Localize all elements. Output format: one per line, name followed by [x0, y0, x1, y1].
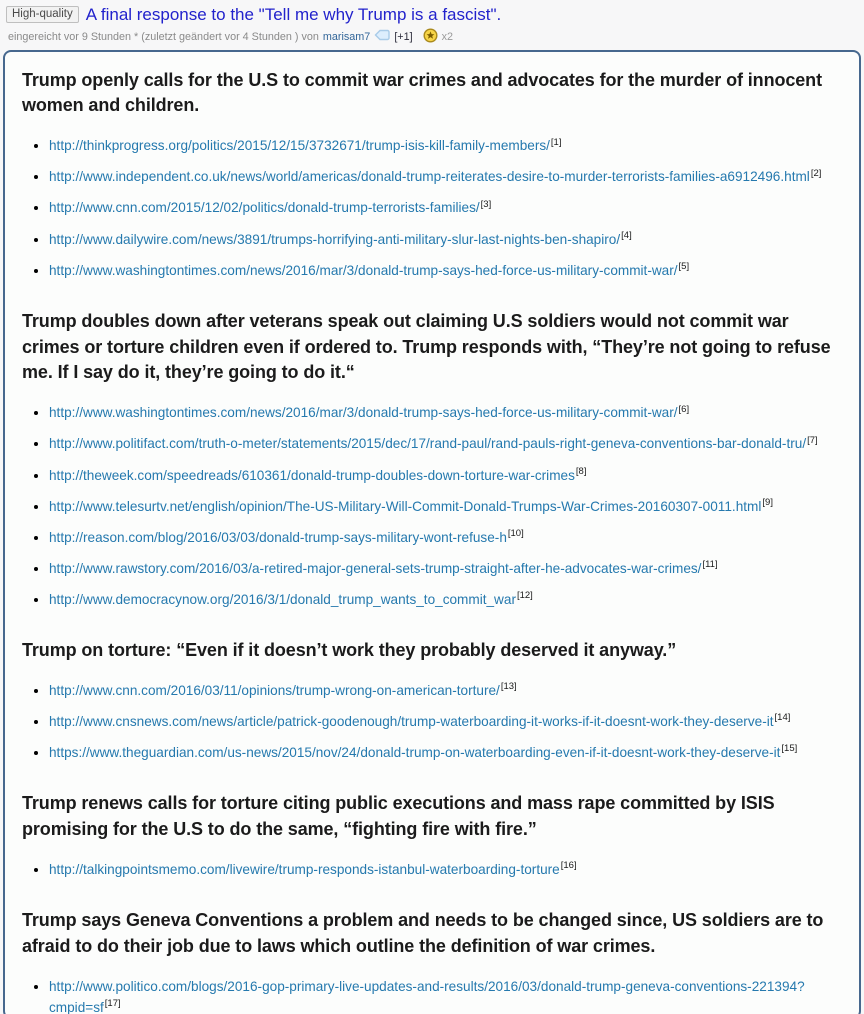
source-link[interactable]: http://thinkprogress.org/politics/2015/12/15/3732671/trump-isis-kill-family-members/ — [49, 138, 550, 154]
link-item — [49, 589, 842, 610]
link-item — [49, 465, 842, 486]
citation-ref: [11] — [702, 559, 718, 571]
link-item — [49, 166, 842, 187]
link-list — [22, 402, 842, 609]
source-link[interactable]: http://www.cnn.com/2016/03/11/opinions/trump-wrong-on-american-torture/ — [49, 682, 500, 698]
citation-ref: [15] — [781, 743, 798, 755]
link-list — [22, 859, 842, 880]
gold-medal-icon — [423, 28, 438, 46]
source-link[interactable]: http://reason.com/blog/2016/03/03/donald-trump-says-military-wont-refuse-h — [49, 529, 507, 545]
link-item — [49, 229, 842, 250]
tag-icon — [374, 29, 390, 44]
section-heading: Trump renews calls for torture citing public executions and mass rape committed by ISIS promising for the U.S to do the same, “fighting fire with fire.” — [22, 792, 775, 839]
submitted-text: eingereicht vor 9 Stunden * (zuletzt geändert vor 4 Stunden ) von — [8, 30, 319, 43]
citation-ref: [17] — [104, 998, 121, 1010]
link-item — [49, 558, 842, 579]
citation-ref: [14] — [774, 712, 791, 724]
link-item — [49, 197, 842, 218]
source-link[interactable]: http://theweek.com/speedreads/610361/donald-trump-doubles-down-torture-war-crimes — [49, 467, 575, 483]
source-link[interactable]: http://www.washingtontimes.com/news/2016/mar/3/donald-trump-says-hed-force-us-military-commit-war/ — [49, 262, 678, 278]
link-item — [49, 433, 842, 454]
citation-ref: [16] — [560, 860, 577, 872]
post-title-link[interactable]: A final response to the "Tell me why Trump is a fascist". — [85, 5, 502, 24]
citation-ref: [6] — [678, 403, 690, 415]
link-item — [49, 742, 842, 763]
citation-ref: [5] — [678, 261, 690, 273]
source-link[interactable]: http://www.democracynow.org/2016/3/1/donald_trump_wants_to_commit_war — [49, 591, 516, 607]
citation-ref: [4] — [621, 230, 632, 242]
link-item — [49, 402, 842, 423]
link-list — [22, 680, 842, 763]
flair-count-badge: [+1] — [394, 30, 413, 43]
citation-ref: [13] — [500, 681, 517, 693]
source-link[interactable]: http://www.politico.com/blogs/2016-gop-primary-live-updates-and-results/2016/03/donald-trump-geneva-conventions-221394?cmpid=sf — [49, 978, 805, 1014]
source-link[interactable]: http://www.rawstory.com/2016/03/a-retired-major-general-sets-trump-straight-after-he-advocates-war-crimes/ — [49, 560, 702, 576]
section-heading: Trump on torture: “Even if it doesn’t work they probably deserved it anyway.” — [22, 639, 677, 660]
source-link[interactable]: http://www.telesurtv.net/english/opinion/The-US-Military-Will-Commit-Donald-Trumps-War-Crimes-20160307-0011.html — [49, 498, 762, 514]
source-link[interactable]: http://www.washingtontimes.com/news/2016/mar/3/donald-trump-says-hed-force-us-military-commit-war/ — [49, 405, 678, 421]
source-link[interactable]: http://www.dailywire.com/news/3891/trumps-horrifying-anti-military-slur-last-nights-ben-shapiro/ — [49, 231, 621, 247]
section-heading: Trump says Geneva Conventions a problem and needs to be changed since, US soldiers are to afraid to do their job due to laws which outline the definition of war crimes. — [22, 909, 824, 956]
link-list — [22, 976, 842, 1014]
source-link[interactable]: http://www.politifact.com/truth-o-meter/statements/2015/dec/17/rand-paul/rand-pauls-right-geneva-conventions-bar-donald-tru/ — [49, 436, 807, 452]
tagline — [6, 28, 854, 46]
title-row — [6, 5, 854, 25]
source-link[interactable]: https://www.theguardian.com/us-news/2015/nov/24/donald-trump-on-waterboarding-even-if-it-doesnt-work-they-deserve-it — [49, 744, 781, 760]
citation-ref: [1] — [550, 136, 562, 148]
source-link[interactable]: http://www.cnsnews.com/news/article/patrick-goodenough/trump-waterboarding-it-works-if-it-doesnt-work-they-deserve-it — [49, 713, 774, 729]
source-link[interactable]: http://www.cnn.com/2015/12/02/politics/donald-trump-terrorists-families/ — [49, 200, 480, 216]
link-item — [49, 496, 842, 517]
source-link[interactable]: http://talkingpointsmemo.com/livewire/trump-responds-istanbul-waterboarding-torture — [49, 861, 560, 877]
link-item — [49, 711, 842, 732]
link-item — [49, 260, 842, 281]
author-link[interactable]: marisam7 — [322, 30, 371, 43]
citation-ref: [2] — [810, 167, 822, 179]
link-item — [49, 135, 842, 156]
link-item — [49, 680, 842, 701]
citation-ref: [8] — [575, 465, 587, 477]
post-header — [0, 0, 864, 48]
citation-ref: [10] — [507, 528, 524, 540]
flair-badge: High-quality — [6, 6, 79, 23]
gold-count: x2 — [441, 30, 454, 43]
link-list — [22, 135, 842, 280]
citation-ref: [3] — [480, 198, 492, 210]
citation-ref: [9] — [762, 497, 773, 509]
section-heading: Trump openly calls for the U.S to commit war crimes and advocates for the murder of innocent women and children. — [22, 69, 822, 116]
citation-ref: [7] — [807, 434, 818, 446]
link-item — [49, 527, 842, 548]
link-item — [49, 859, 842, 880]
section-heading: Trump doubles down after veterans speak out claiming U.S soldiers would not commit war crimes or torture children even if ordered to. Trump responds with, “They’re not going to refuse me. If I say do it, they’re going to do it.“ — [22, 310, 831, 383]
post-body — [3, 50, 861, 1014]
citation-ref: [12] — [516, 590, 533, 602]
link-item — [49, 976, 842, 1014]
source-link[interactable]: http://www.independent.co.uk/news/world/americas/donald-trump-reiterates-desire-to-murder-terrorists-families-a6912496.html — [49, 169, 810, 185]
